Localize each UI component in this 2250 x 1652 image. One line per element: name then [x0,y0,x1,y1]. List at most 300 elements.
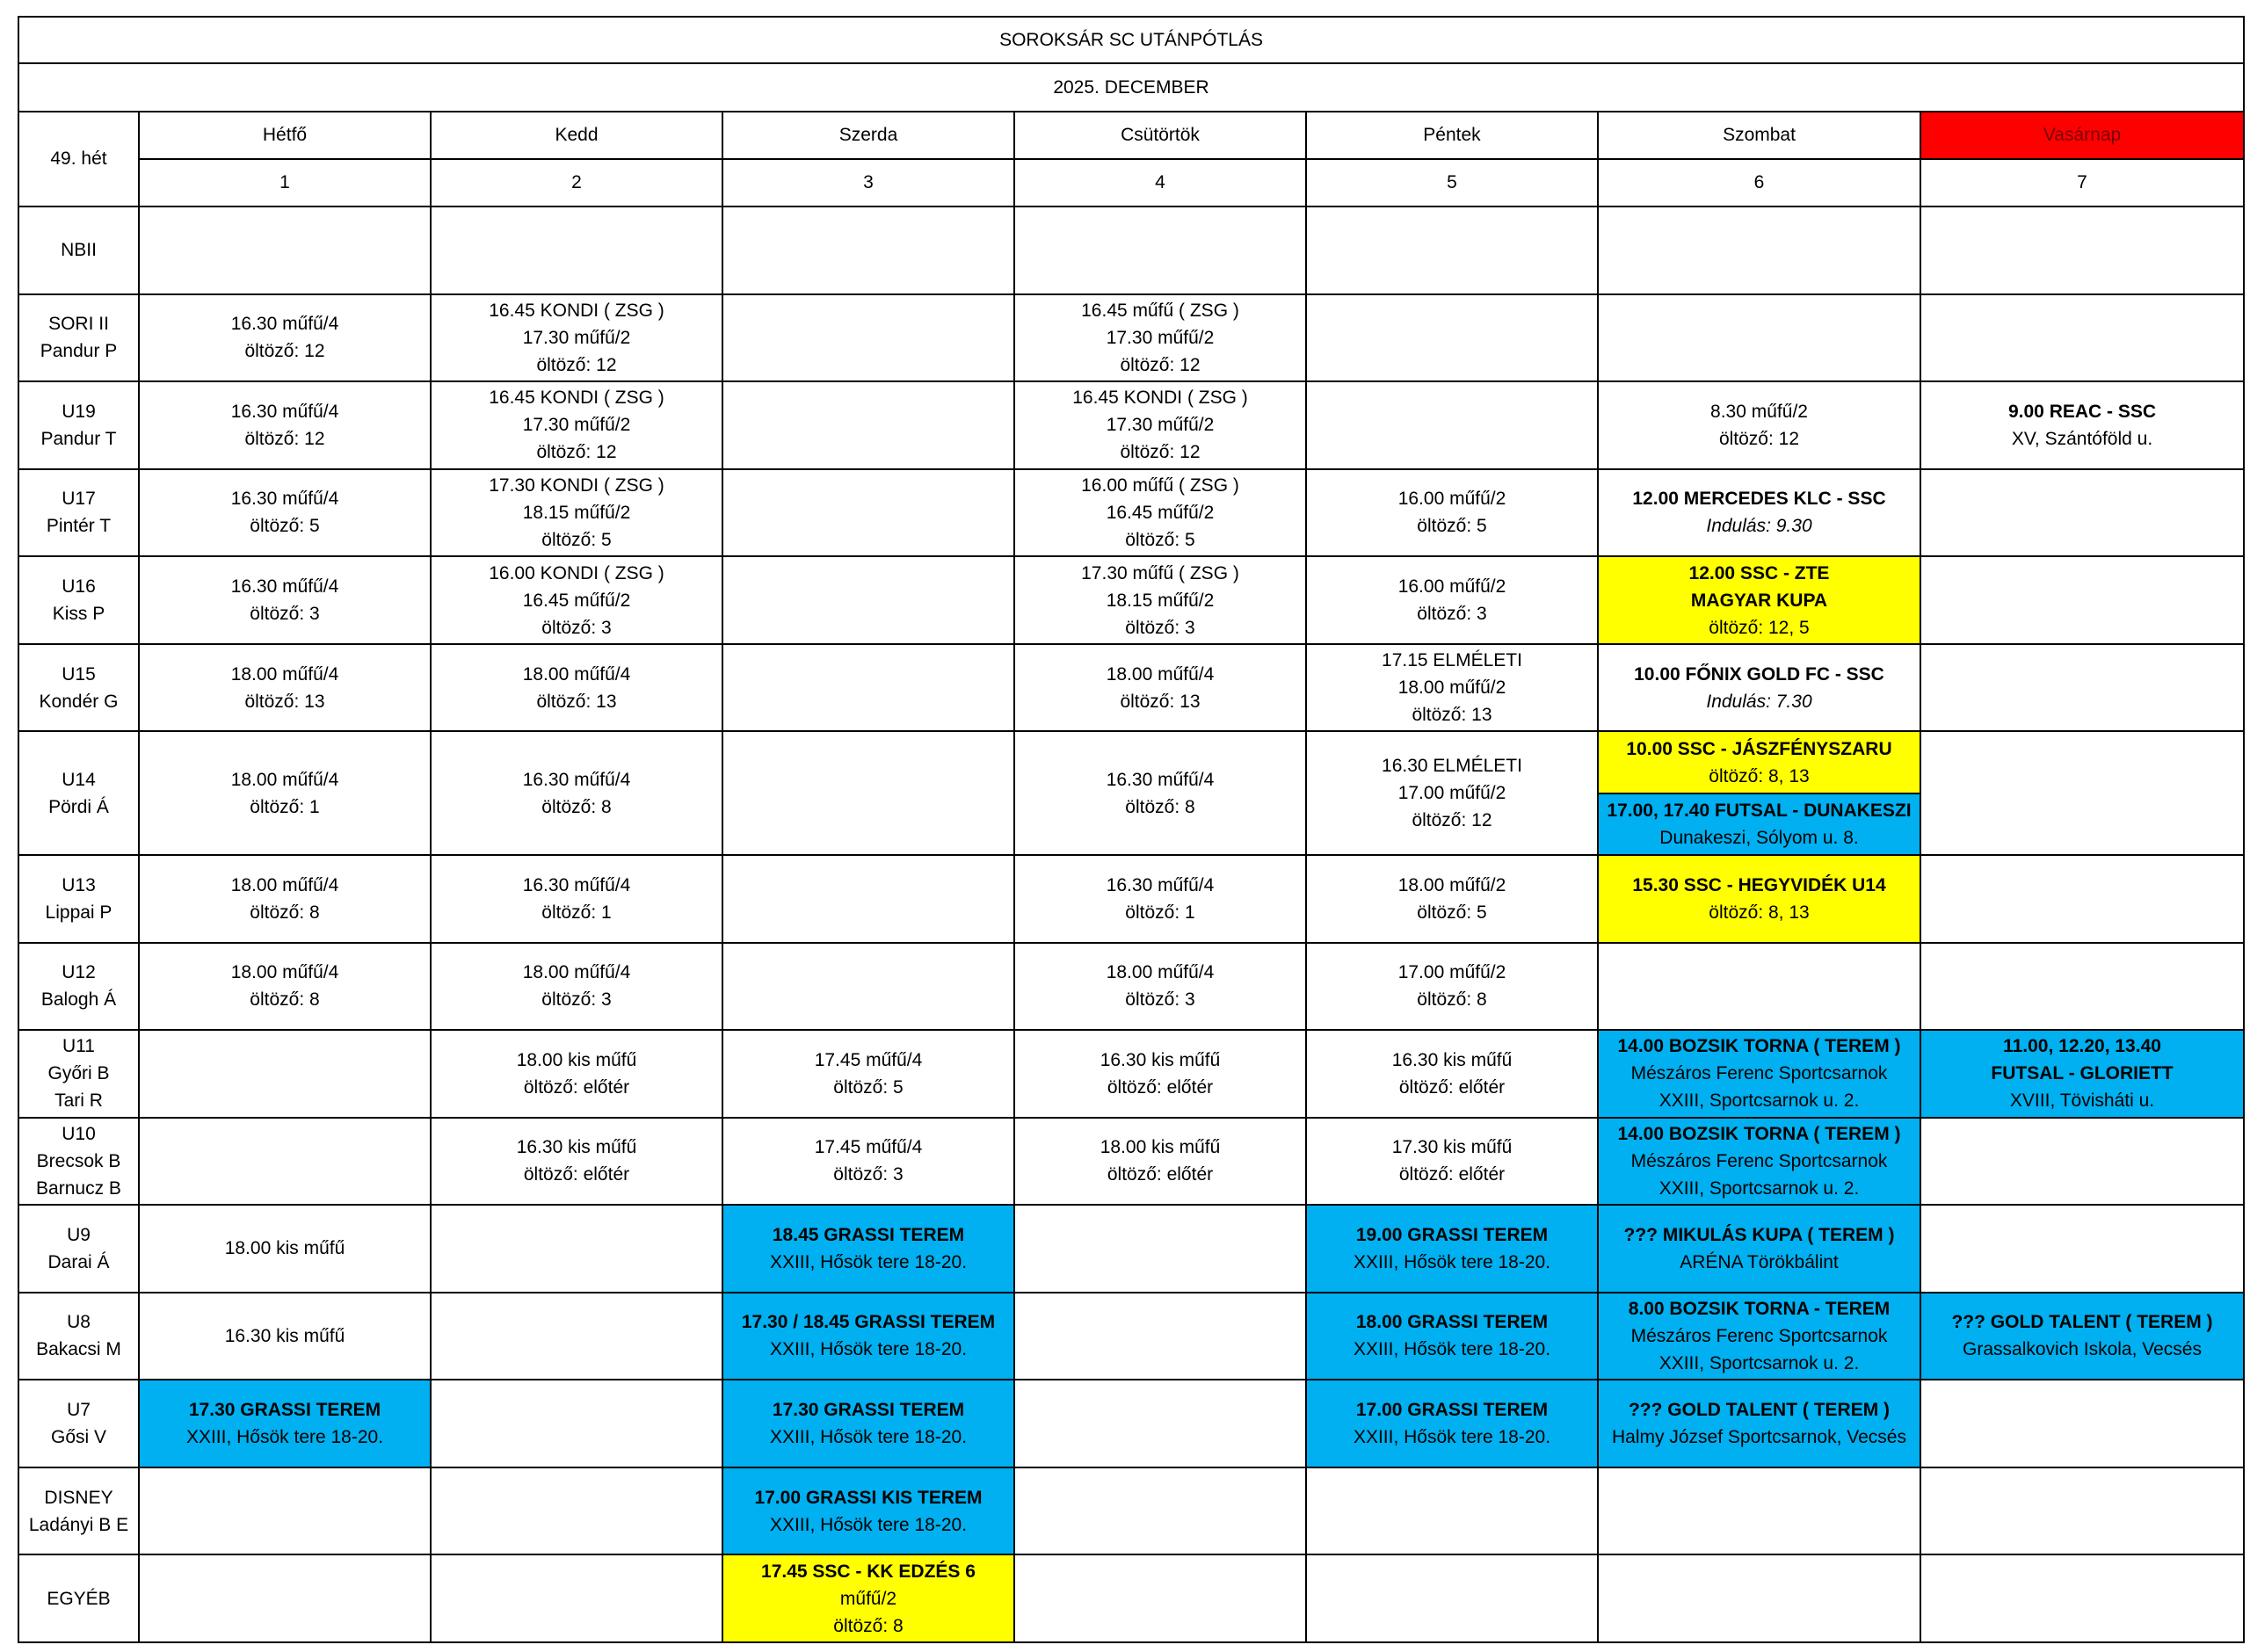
schedule-cell [1920,1293,2244,1380]
schedule-subcell [1599,732,1920,793]
cell-line: 17.30 műfű/2 [1106,327,1215,348]
schedule-cell [139,1118,431,1206]
date-header-3: 3 [722,159,1014,206]
schedule-cell [139,1467,431,1555]
schedule-cell [1920,556,2244,644]
schedule-cell [431,469,722,557]
cell-line: öltöző: 3 [1125,617,1195,638]
team-label-line: DISNEY [44,1487,113,1508]
cell-line: öltöző: 5 [833,1076,904,1098]
cell-line: 16.30 műfű/4 [522,769,631,790]
schedule-cell [1014,469,1306,557]
cell-line: 10.00 FŐNIX GOLD FC - SSC [1634,663,1884,685]
schedule-cell [1920,206,2244,294]
cell-line: öltöző: 12 [1412,810,1492,831]
cell-line: XXIII, Sportcsarnok u. 2. [1658,1090,1860,1112]
team-label-line: Győri B [47,1063,110,1084]
schedule-cell [1014,1467,1306,1555]
schedule-cell [722,1118,1014,1206]
date-header-6: 6 [1598,159,1920,206]
team-label-line: U15 [62,663,96,685]
team-label-line: Lippai P [45,902,112,923]
day-header-2: Kedd [431,112,722,159]
cell-line: Indulás: 9.30 [1706,516,1812,537]
cell-line: öltöző: 8 [250,902,320,923]
cell-line: 16.00 műfű ( ZSG ) [1081,475,1239,496]
cell-line: 17.30 GRASSI TEREM [188,1400,381,1421]
schedule-cell [431,294,722,382]
team-label [18,294,139,382]
schedule-cell [1306,644,1598,732]
cell-line: 18.00 műfű/4 [522,962,631,983]
cell-line: 18.00 műfű/4 [1106,663,1215,685]
schedule-cell [1306,206,1598,294]
cell-line: 17.30 műfű/2 [1106,415,1215,436]
cell-line: öltöző: 3 [1417,604,1487,625]
cell-line: 15.30 SSC - HEGYVIDÉK U14 [1632,874,1886,895]
team-label-line: NBII [61,240,97,261]
team-label [18,731,139,855]
cell-line: XXIII, Sportcsarnok u. 2. [1658,1352,1860,1373]
week-number: 49. hét [18,112,139,207]
schedule-cell [1920,855,2244,943]
team-row [18,1030,2244,1118]
team-label [18,1118,139,1206]
cell-line: 17.15 ELMÉLETI [1382,650,1522,671]
schedule-cell [722,943,1014,1031]
cell-line: öltöző: 13 [244,691,325,712]
team-row [18,644,2244,732]
schedule-cell [1014,943,1306,1031]
schedule-cell [139,644,431,732]
cell-line: 8.00 BOZSIK TORNA - TEREM [1628,1298,1891,1319]
cell-line: 16.30 kis műfű [516,1137,637,1158]
team-label-line: U7 [67,1400,91,1421]
cell-line: 16.00 KONDI ( ZSG ) [489,562,664,583]
schedule-cell [1014,1030,1306,1118]
schedule-cell [431,381,722,469]
cell-line: öltöző: 8 [541,796,612,817]
team-label-line: Bakacsi M [36,1339,121,1360]
cell-line: 18.00 műfű/4 [522,663,631,685]
schedule-cell [1598,381,1920,469]
schedule-cell [139,1205,431,1293]
cell-line: 16.30 műfű/4 [230,489,339,510]
schedule-cell [1598,1030,1920,1118]
cell-line: 18.00 műfű/4 [1106,962,1215,983]
team-label [18,1205,139,1293]
team-row [18,855,2244,943]
team-label-line: U9 [67,1224,91,1245]
cell-line: 16.30 ELMÉLETI [1382,756,1522,777]
team-label-line: Balogh Á [40,989,117,1011]
team-label-line: U8 [67,1312,91,1333]
schedule-cell [1014,644,1306,732]
schedule-cell [1014,294,1306,382]
schedule-cell [722,469,1014,557]
cell-line: 16.45 műfű/2 [1106,502,1215,523]
schedule-cell [431,855,722,943]
cell-line: öltöző: 8 [833,1615,904,1636]
cell-line: 17.30 KONDI ( ZSG ) [489,475,664,496]
cell-line: öltöző: 12 [244,428,325,449]
schedule-cell [431,1205,722,1293]
cell-line: öltöző: 12, 5 [1709,617,1810,638]
team-row [18,1554,2244,1642]
schedule-cell [1598,943,1920,1031]
cell-line: ARÉNA Törökbálint [1680,1251,1839,1272]
schedule-cell [1014,855,1306,943]
date-header-1: 1 [139,159,431,206]
schedule-cell [1920,1467,2244,1555]
cell-line: öltöző: 12 [536,442,617,463]
cell-line: 16.30 kis műfű [1391,1049,1513,1070]
cell-line: öltöző: 5 [1417,902,1487,923]
schedule-cell [431,1467,722,1555]
cell-line: 16.45 KONDI ( ZSG ) [1072,388,1248,409]
cell-line: Mészáros Ferenc Sportcsarnok [1630,1063,1888,1084]
cell-line: Mészáros Ferenc Sportcsarnok [1630,1325,1888,1346]
cell-line: 16.45 KONDI ( ZSG ) [489,300,664,321]
schedule-cell [1306,1205,1598,1293]
cell-line: ??? GOLD TALENT ( TEREM ) [1628,1400,1891,1421]
team-label [18,1293,139,1380]
schedule-cell [1598,1380,1920,1467]
schedule-cell [1598,294,1920,382]
cell-line: 9.00 REAC - SSC [2007,401,2157,422]
team-label-line: Tari R [54,1090,103,1112]
schedule-cell [722,1030,1014,1118]
schedule-cell [1920,469,2244,557]
cell-line: 19.00 GRASSI TEREM [1355,1224,1549,1245]
schedule-cell [139,469,431,557]
cell-line: 18.00 műfű/2 [1397,677,1506,699]
schedule-cell [1306,1467,1598,1555]
schedule-cell [1920,943,2244,1031]
cell-line: 16.30 műfű/4 [1106,769,1215,790]
cell-line: öltöző: 8, 13 [1709,902,1810,923]
schedule-cell [1306,1554,1598,1642]
schedule-cell [1598,1118,1920,1206]
schedule-title: SOROKSÁR SC UTÁNPÓTLÁS [18,17,2244,63]
team-label-line: U12 [62,962,96,983]
schedule-cell [431,644,722,732]
cell-line: öltöző: 13 [1412,705,1492,726]
schedule-cell [722,206,1014,294]
schedule-cell [431,943,722,1031]
team-label-line: Kiss P [52,604,105,625]
date-header-7: 7 [1920,159,2244,206]
team-label [18,1467,139,1555]
cell-line: műfű/2 [839,1588,897,1609]
team-row [18,206,2244,294]
schedule-cell [1920,294,2244,382]
cell-line: 16.30 műfű/4 [1106,874,1215,895]
cell-line: MAGYAR KUPA [1690,590,1828,611]
cell-line: XXIII, Hősök tere 18-20. [185,1427,384,1448]
schedule-cell [1598,731,1920,855]
schedule-cell [1306,1030,1598,1118]
cell-line: öltöző: 3 [541,989,612,1011]
cell-line: 17.00 GRASSI TEREM [1355,1400,1549,1421]
team-label-line: U11 [62,1036,95,1057]
cell-line: öltöző: 13 [536,691,617,712]
cell-line: öltöző: 8 [1125,796,1195,817]
cell-line: öltöző: előtér [1107,1076,1214,1098]
team-row [18,1205,2244,1293]
cell-line: 18.00 műfű/4 [230,874,339,895]
team-label [18,644,139,732]
schedule-cell [1014,1205,1306,1293]
schedule-cell [139,294,431,382]
team-label-line: Darai Á [47,1251,110,1272]
date-header-5: 5 [1306,159,1598,206]
cell-line: 17.30 műfű ( ZSG ) [1081,562,1239,583]
cell-line: XXIII, Hősök tere 18-20. [1353,1339,1551,1360]
schedule-cell [1598,1554,1920,1642]
schedule-cell [722,1467,1014,1555]
schedule-cell [722,855,1014,943]
schedule-cell [1598,644,1920,732]
cell-line: 16.30 műfű/4 [230,401,339,422]
schedule-cell [431,1293,722,1380]
team-row [18,294,2244,382]
schedule-cell [722,644,1014,732]
cell-line: 17.00 műfű/2 [1397,783,1506,804]
cell-line: öltöző: 12 [536,354,617,375]
team-row [18,1380,2244,1467]
schedule-cell [139,1293,431,1380]
day-header-3: Szerda [722,112,1014,159]
team-label-line: SORI II [48,314,109,335]
schedule-cell [1598,1467,1920,1555]
schedule-cell [431,1380,722,1467]
schedule-cell [722,556,1014,644]
schedule-cell [1306,381,1598,469]
schedule-cell [722,1293,1014,1380]
cell-line: XXIII, Hősök tere 18-20. [769,1339,968,1360]
schedule-cell [1598,206,1920,294]
schedule-cell [139,1380,431,1467]
cell-line: 16.00 műfű/2 [1397,489,1506,510]
team-label-line: U13 [62,874,96,895]
cell-line: 16.30 műfű/4 [230,576,339,598]
cell-line: XXIII, Hősök tere 18-20. [1353,1427,1551,1448]
cell-line: 17.00 műfű/2 [1397,962,1506,983]
cell-line: 18.00 kis műfű [224,1238,345,1259]
team-label-line: Pördi Á [48,796,109,817]
date-header-2: 2 [431,159,722,206]
schedule-cell [1598,556,1920,644]
schedule-cell [1306,1293,1598,1380]
schedule-cell [722,381,1014,469]
cell-line: 17.30 kis műfű [1391,1137,1513,1158]
schedule-cell [1306,1118,1598,1206]
cell-line: öltöző: 8, 13 [1709,765,1810,786]
team-label-line: U17 [62,489,96,510]
schedule-cell [139,1030,431,1118]
cell-line: 16.45 műfű ( ZSG ) [1081,300,1239,321]
team-label [18,1030,139,1118]
cell-line: XXIII, Hősök tere 18-20. [769,1427,968,1448]
team-label [18,469,139,557]
schedule-table [18,16,2245,1643]
schedule-cell [1014,206,1306,294]
cell-line: 17.00, 17.40 FUTSAL - DUNAKESZI [1607,800,1912,821]
cell-line: öltöző: 3 [541,617,612,638]
cell-line: öltöző: 5 [541,529,612,550]
schedule-cell [431,731,722,855]
schedule-cell [1306,469,1598,557]
cell-line: 18.15 műfű/2 [1106,590,1215,611]
team-row [18,1293,2244,1380]
team-label [18,556,139,644]
cell-line: XV, Szántóföld u. [2011,428,2153,449]
schedule-cell [1306,855,1598,943]
cell-line: 17.30 / 18.45 GRASSI TEREM [741,1312,996,1333]
schedule-cell [139,1554,431,1642]
cell-line: 17.30 műfű/2 [522,327,631,348]
team-label-line: Kondér G [39,691,119,712]
cell-line: 17.45 műfű/4 [814,1049,923,1070]
cell-line: öltöző: 1 [250,796,320,817]
cell-line: öltöző: 5 [250,516,320,537]
schedule-cell [1598,855,1920,943]
cell-line: 11.00, 12.20, 13.40 [2003,1036,2161,1057]
schedule-cell [431,1554,722,1642]
cell-line: XXIII, Hősök tere 18-20. [769,1514,968,1535]
cell-line: öltöző: 3 [250,604,320,625]
schedule-cell [1920,1030,2244,1118]
cell-line: Indulás: 7.30 [1706,691,1812,712]
schedule-cell [1598,469,1920,557]
cell-line: öltöző: 1 [1125,902,1195,923]
cell-line: 18.00 műfű/4 [230,962,339,983]
schedule-cell [1598,1205,1920,1293]
cell-line: öltöző: 13 [1120,691,1201,712]
cell-line: 17.30 GRASSI TEREM [772,1400,965,1421]
day-header-6: Szombat [1598,112,1920,159]
schedule-cell [1014,1380,1306,1467]
cell-line: 12.00 SSC - ZTE [1688,562,1830,583]
cell-line: 16.30 műfű/4 [230,314,339,335]
cell-line: Halmy József Sportcsarnok, Vecsés [1612,1427,1906,1448]
cell-line: 18.00 kis műfű [516,1049,637,1070]
cell-line: öltöző: előtér [1398,1076,1506,1098]
team-row [18,1467,2244,1555]
team-label-line: Ladányi B E [28,1514,129,1535]
cell-line: XXIII, Hősök tere 18-20. [769,1251,968,1272]
cell-line: öltöző: 3 [833,1164,904,1185]
schedule-cell [1920,381,2244,469]
cell-line: 18.00 GRASSI TEREM [1355,1312,1549,1333]
team-label-line: EGYÉB [47,1588,111,1609]
cell-line: 16.30 kis műfű [224,1325,345,1346]
schedule-cell [139,381,431,469]
cell-line: XXIII, Sportcsarnok u. 2. [1658,1177,1860,1199]
schedule-cell [139,943,431,1031]
cell-line: 18.00 műfű/2 [1397,874,1506,895]
cell-line: 16.45 KONDI ( ZSG ) [489,388,664,409]
schedule-cell [1306,294,1598,382]
cell-line: öltöző: 8 [250,989,320,1011]
cell-line: XXIII, Hősök tere 18-20. [1353,1251,1551,1272]
day-header-7: Vasárnap [1920,112,2244,159]
schedule-cell [431,1030,722,1118]
team-label [18,1554,139,1642]
schedule-cell [1598,1293,1920,1380]
cell-line: öltöző: 5 [1417,516,1487,537]
team-label-line: Pandur P [40,341,118,362]
team-label-line: Barnucz B [36,1177,121,1199]
day-header-5: Péntek [1306,112,1598,159]
cell-line: ??? GOLD TALENT ( TEREM ) [1951,1312,2213,1333]
team-row [18,469,2244,557]
schedule-cell [139,855,431,943]
cell-line: 18.00 kis műfű [1100,1137,1221,1158]
cell-line: 18.15 műfű/2 [522,502,631,523]
schedule-cell [431,556,722,644]
team-row [18,1118,2244,1206]
cell-line: öltöző: 12 [244,341,325,362]
cell-line: 17.45 műfű/4 [814,1137,923,1158]
day-header-4: Csütörtök [1014,112,1306,159]
schedule-cell [722,1205,1014,1293]
schedule-cell [1014,1118,1306,1206]
cell-line: Grassalkovich Iskola, Vecsés [1963,1339,2202,1360]
cell-line: 18.00 műfű/4 [230,769,339,790]
cell-line: 17.30 műfű/2 [522,415,631,436]
team-label-line: U14 [62,769,96,790]
team-label-line: Brecsok B [36,1150,121,1171]
team-row [18,943,2244,1031]
schedule-cell [431,1118,722,1206]
team-label-line: Gősi V [50,1427,107,1448]
team-label-line: Pintér T [46,516,112,537]
team-label [18,1380,139,1467]
cell-line: 8.30 műfű/2 [1710,401,1808,422]
team-row [18,731,2244,855]
team-label-line: U16 [62,576,96,598]
cell-line: öltöző: 12 [1718,428,1800,449]
schedule-cell [1014,1554,1306,1642]
cell-line: Dunakeszi, Sólyom u. 8. [1659,827,1859,848]
cell-line: 17.45 SSC - KK EDZÉS 6 [761,1561,976,1582]
cell-line: 16.30 műfű/4 [522,874,631,895]
cell-line: Mészáros Ferenc Sportcsarnok [1630,1150,1888,1171]
schedule-cell [722,1554,1014,1642]
schedule-cell [1014,731,1306,855]
team-row [18,381,2244,469]
cell-line: öltöző: 5 [1125,529,1195,550]
team-label-line: U10 [62,1123,96,1144]
cell-line: öltöző: 12 [1120,354,1201,375]
schedule-cell [1920,1205,2244,1293]
schedule-cell [722,294,1014,382]
schedule-cell [139,556,431,644]
cell-line: 17.00 GRASSI KIS TEREM [754,1487,983,1508]
schedule-cell [1306,556,1598,644]
cell-line: öltöző: 8 [1417,989,1487,1011]
cell-line: FUTSAL - GLORIETT [1991,1063,2174,1084]
schedule-cell [1920,644,2244,732]
cell-line: 12.00 MERCEDES KLC - SSC [1632,489,1886,510]
schedule-cell [1920,1118,2244,1206]
team-label [18,381,139,469]
schedule-cell [1920,1554,2244,1642]
schedule-cell [431,206,722,294]
schedule-cell [1306,1380,1598,1467]
